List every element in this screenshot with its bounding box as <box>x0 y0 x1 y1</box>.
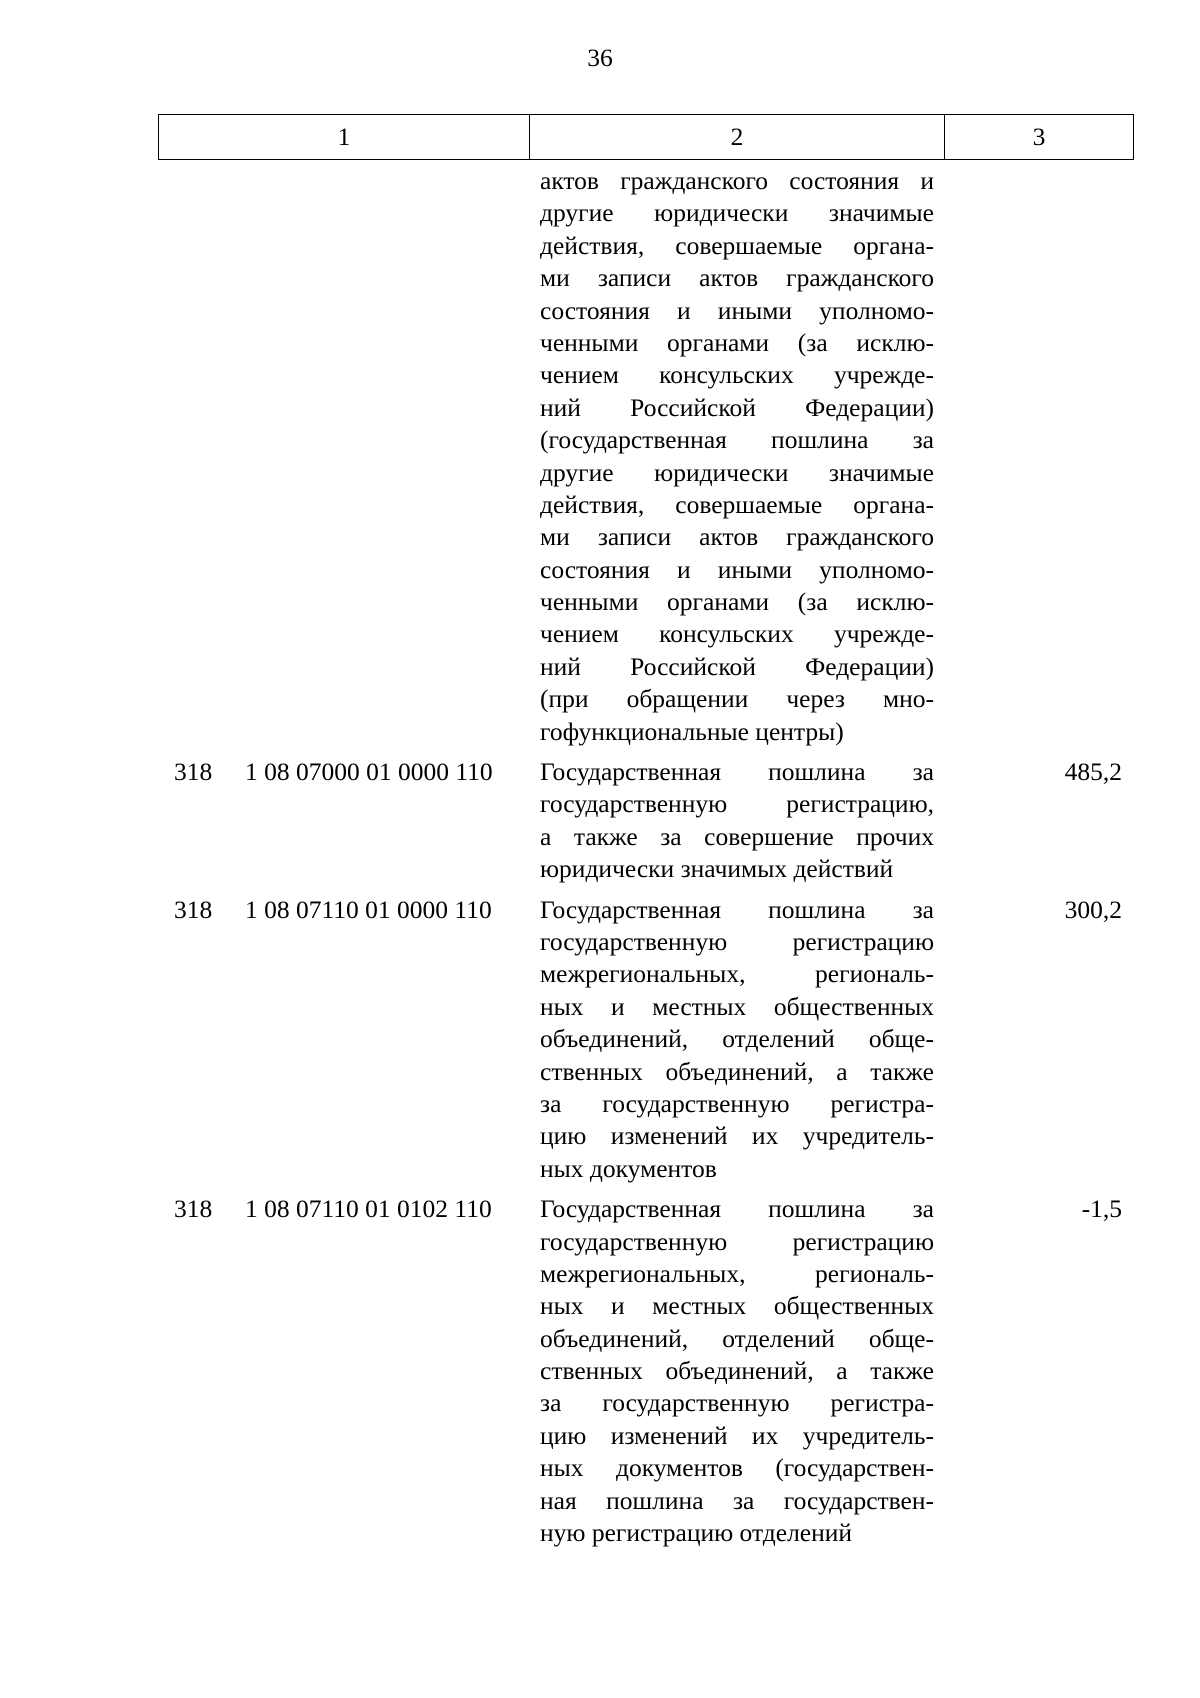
table-row <box>0 894 1200 1186</box>
table-header <box>158 114 1134 160</box>
description-line: другие юридически значимые <box>540 457 934 487</box>
description-line: гофункциональные центры) <box>540 716 844 746</box>
description-line: ственных объединений, а также <box>540 1056 934 1086</box>
table-row <box>0 165 1200 748</box>
description-cell <box>540 165 934 748</box>
budget-classification-code-cell: 1 08 07000 01 0000 110 <box>245 757 493 787</box>
description-line: ственных объединений, а также <box>540 1356 934 1386</box>
description-line: ных документов (государствен- <box>540 1453 934 1483</box>
description-line: ченными органами (за исклю- <box>540 587 934 617</box>
amount-cell: 485,2 <box>1064 757 1122 787</box>
description-line: за государственную регистра- <box>540 1088 934 1118</box>
description-line: состояния и иными уполномо- <box>540 295 934 325</box>
column-header-1: 1 <box>159 115 530 160</box>
description-line: Государственная пошлина за <box>540 894 934 924</box>
description-cell <box>540 1193 934 1549</box>
page-number: 36 <box>587 43 613 72</box>
admin-code-cell: 318 <box>174 1194 213 1224</box>
table-row <box>0 756 1200 886</box>
description-line: межрегиональных, региональ- <box>540 1258 934 1288</box>
column-header-3: 3 <box>945 115 1134 160</box>
description-line: ний Российской Федерации) <box>540 651 934 681</box>
column-header-2: 2 <box>530 115 945 160</box>
description-line: чением консульских учрежде- <box>540 360 934 390</box>
description-line: другие юридически значимые <box>540 198 934 228</box>
description-line: за государственную регистра- <box>540 1388 934 1418</box>
description-line: (государственная пошлина за <box>540 425 934 455</box>
description-line: а также за совершение прочих <box>540 821 934 851</box>
description-line: действия, совершаемые органа- <box>540 489 934 519</box>
description-line: цию изменений их учредитель- <box>540 1121 934 1151</box>
description-line: ми записи актов гражданского <box>540 263 934 293</box>
description-line: ная пошлина за государствен- <box>540 1485 934 1515</box>
description-line: государственную регистрацию <box>540 1226 934 1256</box>
description-line: чением консульских учрежде- <box>540 619 934 649</box>
description-line: ных и местных общественных <box>540 991 934 1021</box>
description-line: ний Российской Федерации) <box>540 392 934 422</box>
description-line: цию изменений их учредитель- <box>540 1420 934 1450</box>
table-row <box>0 1193 1200 1549</box>
table-body <box>0 165 1200 1557</box>
description-line: государственную регистрацию, <box>540 789 934 819</box>
description-cell <box>540 894 934 1186</box>
description-line: государственную регистрацию <box>540 926 934 956</box>
amount-cell: -1,5 <box>1081 1194 1122 1224</box>
description-line: актов гражданского состояния и <box>540 166 934 195</box>
admin-code-cell: 318 <box>174 757 213 787</box>
budget-classification-code-cell: 1 08 07110 01 0000 110 <box>245 894 492 924</box>
description-line: ных и местных общественных <box>540 1291 934 1321</box>
amount-cell: 300,2 <box>1064 894 1122 924</box>
description-line: действия, совершаемые органа- <box>540 230 934 260</box>
table-header-row <box>159 115 1134 160</box>
description-line: ных документов <box>540 1153 717 1183</box>
description-line: Государственная пошлина за <box>540 757 934 787</box>
description-line: ную регистрацию отделений <box>540 1518 853 1548</box>
budget-classification-code-cell: 1 08 07110 01 0102 110 <box>245 1194 492 1224</box>
description-line: юридически значимых действий <box>540 854 894 884</box>
description-line: ченными органами (за исклю- <box>540 327 934 357</box>
description-line: (при обращении через мно- <box>540 684 934 714</box>
description-line: межрегиональных, региональ- <box>540 959 934 989</box>
description-cell <box>540 756 934 886</box>
admin-code-cell: 318 <box>174 894 213 924</box>
description-line: Государственная пошлина за <box>540 1194 934 1224</box>
description-line: объединений, отделений обще- <box>540 1024 934 1054</box>
description-line: ми записи актов гражданского <box>540 522 934 552</box>
description-line: состояния и иными уполномо- <box>540 554 934 584</box>
description-line: объединений, отделений обще- <box>540 1323 934 1353</box>
